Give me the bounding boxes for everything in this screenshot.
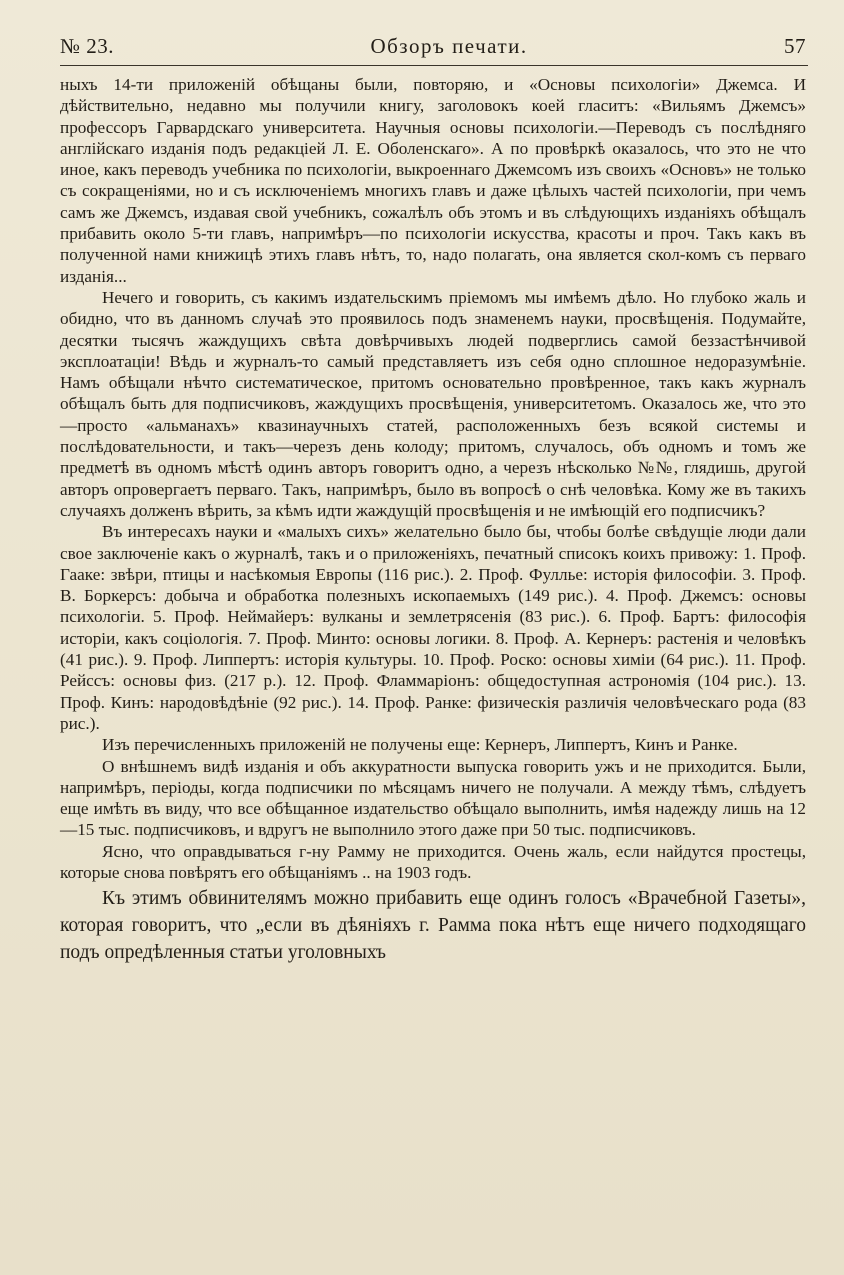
paragraph-medical-gazette: Къ этимъ обвинителямъ можно прибавить еще одинъ голосъ «Врачебной Газеты», которая говоритъ, что „если въ дѣяніяхъ г. Рамма пока нѣтъ еще ничего подходящаго подъ опредѣленныя статьи уголовныхъ: [60, 888, 806, 964]
paragraph-not-received: Изъ перечисленныхъ приложеній не получены еще: Кернеръ, Липпертъ, Кинъ и Ранке.: [102, 735, 738, 755]
page-body: [60, 74, 806, 966]
paragraph-continuation: ныхъ 14-ти приложеній обѣщаны были, повторяю, и «Основы психологіи» Джемса. И дѣйствительно, недавно мы получили книгу, заголовокъ коей гласитъ: «Вильямъ Джемсъ» профессоръ Гарвардскаго университета. Научныя основы психологіи.—Переводъ съ послѣдняго англійскаго изданія подъ редакціей Л. Е. Оболенскаго». А по провѣркѣ оказалось, что это не что иное, какъ переводъ учебника по психологіи, выкроеннаго Джемсомъ изъ своихъ «Основъ» не только съ сокращеніями, но и съ исключеніемъ многихъ главъ и даже цѣлыхъ частей психологіи, при чемъ самъ же Джемсъ, издавая свой учебникъ, сожалѣлъ объ этомъ и въ слѣдующихъ изданіяхъ обѣщалъ прибавить около 5-ти главъ, напримѣръ—по психологіи искусства, красоты и проч. Такъ какъ въ полученной нами книжицѣ этихъ главъ нѣтъ, то, надо полагать, она является скол-комъ съ перваго изданія...: [60, 75, 806, 286]
issue-number: № 23.: [60, 34, 115, 58]
paragraph-supplements-list: Въ интересахъ науки и «малыхъ сихъ» желательно было бы, чтобы болѣе свѣдущіе люди дали свое заключеніе какъ о журналѣ, такъ и о приложеніяхъ, печатный списокъ коихъ привожу: 1. Проф. Гааке: звѣри, птицы и насѣкомыя Европы (116 рис.). 2. Проф. Фуллье: исторія философіи. 3. Проф. В. Боркерсъ: добыча и обработка полезныхъ ископаемыхъ (149 рис.). 4. Проф. Джемсъ: основы психологіи. 5. Проф. Неймайеръ: вулканы и землетрясенія (83 рис.). 6. Проф. Бартъ: философія исторіи, какъ соціологія. 7. Проф. Минто: основы логики. 8. Проф. А. Кернеръ: растенія и человѣкъ (41 рис.). 9. Проф. Липпертъ: исторія культуры. 10. Проф. Роско: основы химіи (64 рис.). 11. Проф. Рейссъ: основы физ. (217 р.). 12. Проф. Фламмаріонъ: общедоступная астрономія (104 рис.). 13. Проф. Кинъ: народовѣдѣніе (92 рис.). 14. Проф. Ранке: физическія различія человѣческаго рода (83 рис.).: [60, 522, 806, 733]
paragraph-appearance: О внѣшнемъ видѣ изданія и объ аккуратности выпуска говорить ужъ и не приходится. Были, напримѣръ, періоды, когда подписчики по мѣсяцамъ ничего не получали. А между тѣмъ, слѣдуетъ еще имѣть въ виду, что все обѣщанное издательство обѣщало выполнить, имѣя надежду лишь на 12—15 тыс. подписчиковъ, и вдругъ не выполнило этого даже при 50 тыс. подписчиковъ.: [60, 756, 806, 840]
page-number: 57: [784, 34, 806, 58]
paragraph-publisher-practice: Нечего и говорить, съ какимъ издательскимъ пріемомъ мы имѣемъ дѣло. Но глубоко жаль и обидно, что въ данномъ случаѣ это проявилось подъ знаменемъ науки, просвѣщенія. Подумайте, десятки тысячъ жаждущихъ свѣта довѣрчивыхъ людей подверглись самой беззастѣнчивой эксплоатаціи! Вѣдь и журналъ-то самый представляетъ изъ себя одно сплошное недоразумѣніе. Намъ обѣщали нѣчто систематическое, притомъ основательно провѣренное, такъ какъ журналъ обѣщалъ быть для подписчиковъ, жаждущихъ просвѣщенія, университетомъ. Оказалось же, что это—просто «альманахъ» квазинаучныхъ статей, расположенныхъ безъ всякой системы и послѣдовательности, и такъ—черезъ день колоду; притомъ, случалось, объ одномъ и томъ же предметѣ въ одномъ мѣстѣ одинъ авторъ говоритъ одно, а черезъ нѣсколько №№, глядишь, другой авторъ опровергаетъ перваго. Такъ, напримѣръ, было въ вопросѣ о снѣ человѣка. Кому же въ такихъ случаяхъ долженъ вѣрить, за кѣмъ идти жаждущій просвѣщенія и не имѣющій его подписчикъ?: [60, 287, 806, 520]
paragraph-conclusion: Ясно, что оправдываться г-ну Рамму не приходится. Очень жаль, если найдутся простецы, которые снова повѣрятъ его обѣщаніямъ .. на 1903 годъ.: [60, 841, 806, 882]
running-title: Обзоръ печати.: [370, 34, 528, 58]
running-header: [60, 34, 808, 66]
